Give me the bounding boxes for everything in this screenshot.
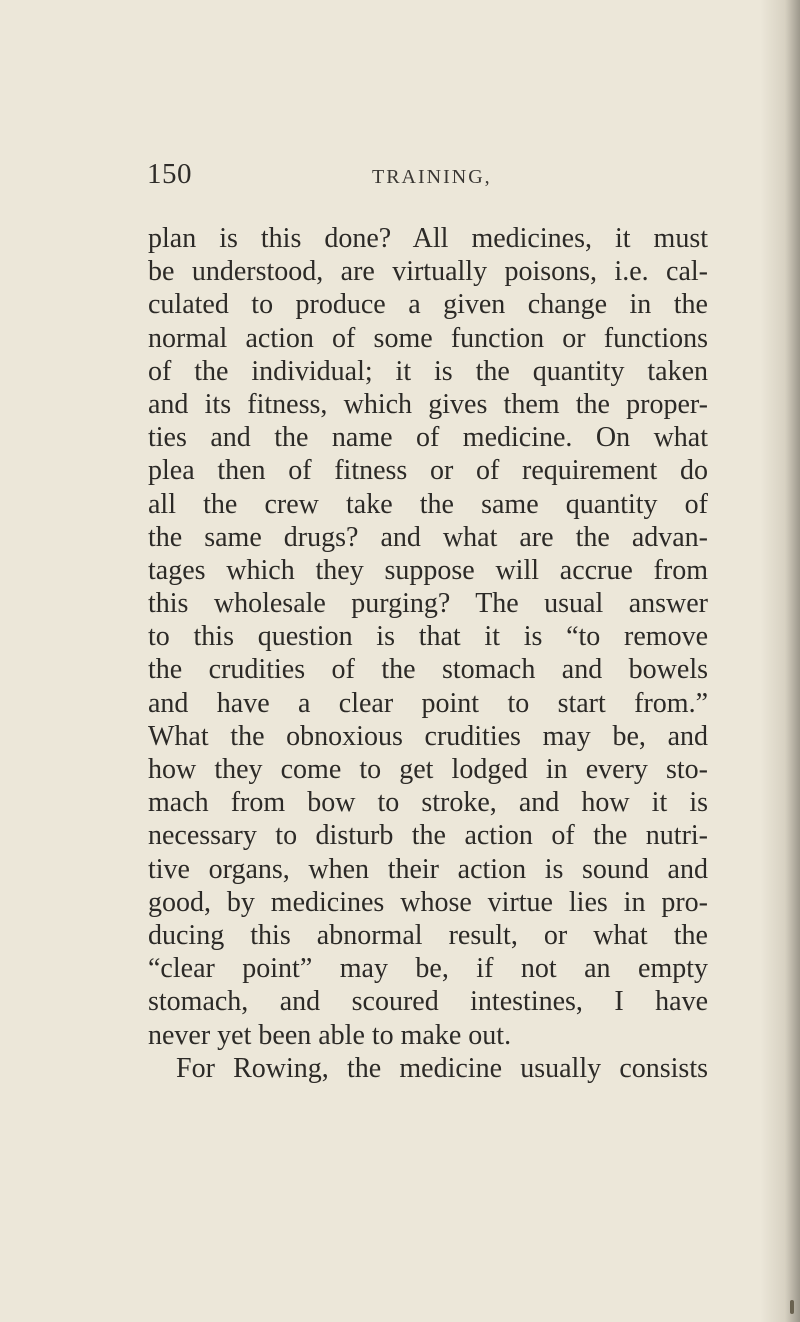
text-line: ducing this abnormal result, or what the xyxy=(148,919,708,951)
text-line: plea then of fitness or of requirement do xyxy=(148,455,708,487)
page-number: 150 xyxy=(147,158,192,190)
body-text xyxy=(148,222,708,1085)
text-line: culated to produce a given change in the xyxy=(148,289,708,321)
text-line: how they come to get lodged in every sto- xyxy=(148,754,708,785)
text-line: be understood, are virtually poisons, i.e. cal- xyxy=(148,256,708,288)
text-line: this wholesale purging? The usual answer xyxy=(148,588,708,620)
text-line: normal action of some function or functions xyxy=(148,322,708,354)
text-line: and have a clear point to start from.” xyxy=(148,687,708,719)
page-header xyxy=(147,158,707,198)
text-line: plan is this done? All medicines, it must xyxy=(148,223,708,254)
text-line: all the crew take the same quantity of xyxy=(148,488,708,520)
text-line: necessary to disturb the action of the nutri- xyxy=(148,820,708,852)
text-line: and its fitness, which gives them the proper- xyxy=(148,388,708,420)
text-line: to this question is that it is “to remove xyxy=(148,621,708,653)
text-line: “clear point” may be, if not an empty xyxy=(148,953,708,985)
text-line: good, by medicines whose virtue lies in pro- xyxy=(148,886,708,918)
paragraph xyxy=(148,1052,708,1085)
paragraph xyxy=(148,222,708,1052)
text-line: tive organs, when their action is sound and xyxy=(148,853,708,885)
text-line: ties and the name of medicine. On what xyxy=(148,422,708,454)
page-edge-mark xyxy=(790,1300,794,1314)
text-line: mach from bow to stroke, and how it is xyxy=(148,787,708,819)
running-head: TRAINING, xyxy=(372,166,492,188)
text-line: For Rowing, the medicine usually consists xyxy=(176,1052,708,1084)
text-line: tages which they suppose will accrue from xyxy=(148,554,708,586)
text-line: What the obnoxious crudities may be, and xyxy=(148,720,708,752)
text-line: of the individual; it is the quantity taken xyxy=(148,355,708,387)
text-line: the same drugs? and what are the advan- xyxy=(148,521,708,553)
text-line: never yet been able to make out. xyxy=(148,1019,512,1051)
text-line: the crudities of the stomach and bowels xyxy=(148,654,708,686)
text-line: stomach, and scoured intestines, I have xyxy=(148,986,708,1018)
